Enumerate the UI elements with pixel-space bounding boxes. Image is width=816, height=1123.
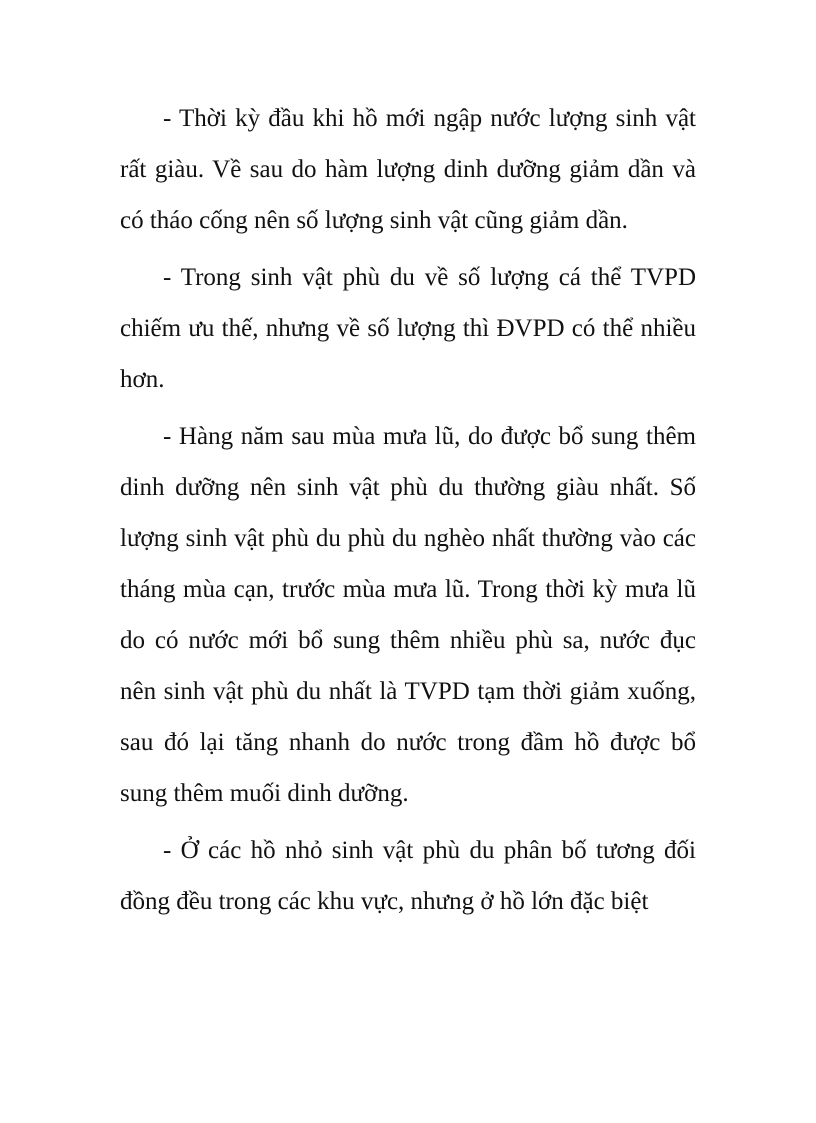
document-page (120, 93, 696, 933)
paragraph-early-period: - Thời kỳ đầu khi hồ mới ngập nước lượng sinh vật rất giàu. Về sau do hàm lượng dinh dưỡng giảm dần và có tháo cống nên số lượng sinh vật cũng giảm dần. (120, 105, 696, 234)
paragraph-seasonal-variation: - Hàng năm sau mùa mưa lũ, do được bổ sung thêm dinh dưỡng nên sinh vật phù du thường giàu nhất. Số lượng sinh vật phù du phù du nghèo nhất thường vào các tháng mùa cạn, trước mùa mưa lũ. Trong thời kỳ mưa lũ do có nước mới bổ sung thêm nhiều phù sa, nước đục nên sinh vật phù du nhất là TVPD tạm thời giảm xuống, sau đó lại tăng nhanh do nước trong đầm hồ được bổ sung thêm muối dinh dưỡng. (120, 423, 696, 807)
paragraph-spatial-distribution: - Ở các hồ nhỏ sinh vật phù du phân bố tương đối đồng đều trong các khu vực, nhưng ở hồ lớn đặc biệt (120, 837, 696, 915)
paragraph-plankton-composition: - Trong sinh vật phù du về số lượng cá thể TVPD chiếm ưu thế, nhưng về số lượng thì ĐVPD có thể nhiều hơn. (120, 264, 696, 393)
